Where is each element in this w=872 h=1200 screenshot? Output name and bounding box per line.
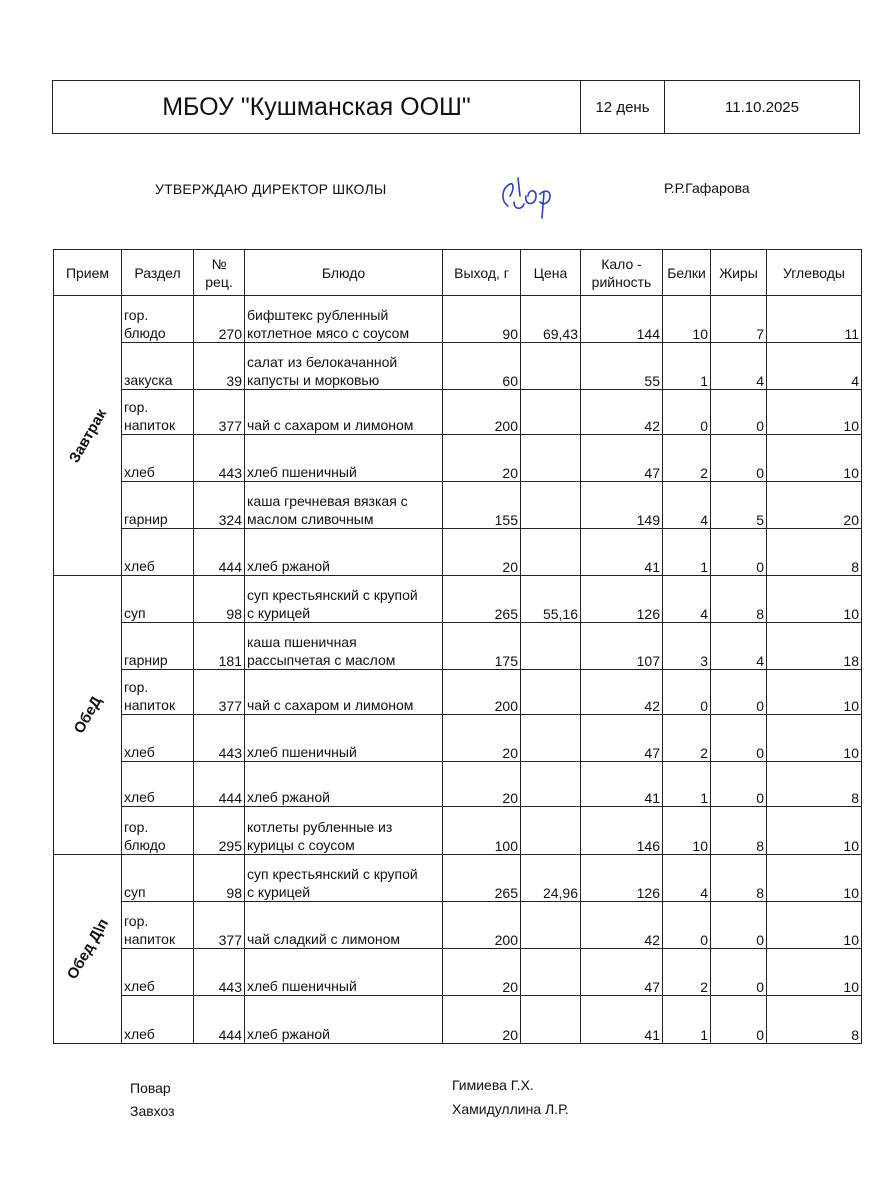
- section-cell: суп: [122, 576, 194, 623]
- output-cell: 100: [443, 807, 521, 855]
- col-carbs: Углеводы: [767, 250, 862, 296]
- calories-cell: 126: [581, 576, 663, 623]
- protein-cell: 2: [663, 435, 711, 482]
- price-cell: [521, 343, 581, 390]
- output-cell: 20: [443, 762, 521, 807]
- section-cell: гор. блюдо: [122, 296, 194, 343]
- calories-cell: 47: [581, 949, 663, 996]
- output-cell: 20: [443, 996, 521, 1044]
- meal-cell: [54, 296, 122, 576]
- protein-cell: 0: [663, 390, 711, 435]
- col-protein: Белки: [663, 250, 711, 296]
- recipe-cell: 443: [194, 949, 245, 996]
- price-cell: [521, 390, 581, 435]
- col-price: Цена: [521, 250, 581, 296]
- carbs-cell: 10: [767, 715, 862, 762]
- dish-cell: чай сладкий с лимоном: [245, 902, 443, 949]
- calories-cell: 126: [581, 855, 663, 902]
- recipe-cell: 324: [194, 482, 245, 529]
- table-row: [54, 482, 862, 529]
- carbs-cell: 11: [767, 296, 862, 343]
- dish-cell: суп крестьянский с крупой с курицей: [245, 855, 443, 902]
- section-cell: хлеб: [122, 996, 194, 1044]
- fat-cell: 0: [711, 902, 767, 949]
- carbs-cell: 8: [767, 529, 862, 576]
- supply-name: Хамидуллина Л.Р.: [452, 1101, 569, 1117]
- recipe-cell: 98: [194, 855, 245, 902]
- menu-table: [53, 249, 862, 1044]
- carbs-cell: 10: [767, 807, 862, 855]
- recipe-cell: 98: [194, 576, 245, 623]
- col-fat: Жиры: [711, 250, 767, 296]
- day-number: 12 день: [581, 81, 665, 133]
- calories-cell: 55: [581, 343, 663, 390]
- carbs-cell: 8: [767, 996, 862, 1044]
- dish-cell: салат из белокачанной капусты и морковью: [245, 343, 443, 390]
- price-cell: 24,96: [521, 855, 581, 902]
- table-row: [54, 807, 862, 855]
- carbs-cell: 8: [767, 762, 862, 807]
- cook-label: Повар: [130, 1080, 171, 1096]
- recipe-cell: 443: [194, 715, 245, 762]
- section-cell: хлеб: [122, 715, 194, 762]
- calories-cell: 149: [581, 482, 663, 529]
- table-row: [54, 902, 862, 949]
- price-cell: [521, 623, 581, 670]
- recipe-cell: 270: [194, 296, 245, 343]
- table-row: [54, 435, 862, 482]
- section-cell: хлеб: [122, 435, 194, 482]
- protein-cell: 3: [663, 623, 711, 670]
- fat-cell: 0: [711, 762, 767, 807]
- output-cell: 20: [443, 949, 521, 996]
- recipe-cell: 444: [194, 996, 245, 1044]
- price-cell: [521, 762, 581, 807]
- dish-cell: хлеб ржаной: [245, 996, 443, 1044]
- meal-name: Обед Д\п: [63, 915, 112, 983]
- protein-cell: 2: [663, 715, 711, 762]
- calories-cell: 107: [581, 623, 663, 670]
- protein-cell: 1: [663, 762, 711, 807]
- dish-cell: каша пшеничная рассыпчетая с маслом: [245, 623, 443, 670]
- calories-cell: 41: [581, 529, 663, 576]
- section-cell: гор. напиток: [122, 670, 194, 715]
- table-row: [54, 670, 862, 715]
- approval-text: УТВЕРЖДАЮ ДИРЕКТОР ШКОЛЫ: [155, 181, 387, 197]
- fat-cell: 0: [711, 949, 767, 996]
- calories-cell: 41: [581, 762, 663, 807]
- fat-cell: 0: [711, 529, 767, 576]
- dish-cell: каша гречневая вязкая с маслом сливочным: [245, 482, 443, 529]
- fat-cell: 4: [711, 623, 767, 670]
- section-cell: хлеб: [122, 949, 194, 996]
- protein-cell: 1: [663, 529, 711, 576]
- output-cell: 200: [443, 390, 521, 435]
- recipe-cell: 377: [194, 390, 245, 435]
- price-cell: [521, 902, 581, 949]
- calories-cell: 42: [581, 670, 663, 715]
- meal-cell: [54, 855, 122, 1044]
- table-row: [54, 762, 862, 807]
- fat-cell: 4: [711, 343, 767, 390]
- protein-cell: 1: [663, 343, 711, 390]
- table-row: [54, 623, 862, 670]
- recipe-cell: 377: [194, 670, 245, 715]
- fat-cell: 0: [711, 996, 767, 1044]
- calories-cell: 144: [581, 296, 663, 343]
- dish-cell: хлеб ржаной: [245, 762, 443, 807]
- carbs-cell: 4: [767, 343, 862, 390]
- recipe-cell: 181: [194, 623, 245, 670]
- table-row: [54, 715, 862, 762]
- recipe-cell: 39: [194, 343, 245, 390]
- price-cell: 69,43: [521, 296, 581, 343]
- menu-body: [54, 296, 862, 1044]
- col-recipe: № рец.: [194, 250, 245, 296]
- header-box: [52, 80, 860, 134]
- carbs-cell: 10: [767, 670, 862, 715]
- price-cell: [521, 670, 581, 715]
- carbs-cell: 10: [767, 949, 862, 996]
- section-cell: гор. напиток: [122, 902, 194, 949]
- output-cell: 200: [443, 902, 521, 949]
- calories-cell: 42: [581, 390, 663, 435]
- dish-cell: суп крестьянский с крупой с курицей: [245, 576, 443, 623]
- output-cell: 60: [443, 343, 521, 390]
- output-cell: 155: [443, 482, 521, 529]
- col-dish: Блюдо: [245, 250, 443, 296]
- section-cell: закуска: [122, 343, 194, 390]
- supply-label: Завхоз: [130, 1103, 175, 1119]
- output-cell: 265: [443, 855, 521, 902]
- protein-cell: 4: [663, 855, 711, 902]
- section-cell: хлеб: [122, 762, 194, 807]
- school-name: МБОУ "Кушманская ООШ": [53, 81, 581, 133]
- output-cell: 90: [443, 296, 521, 343]
- table-row: [54, 296, 862, 343]
- price-cell: [521, 715, 581, 762]
- output-cell: 20: [443, 715, 521, 762]
- dish-cell: котлеты рубленные из курицы с соусом: [245, 807, 443, 855]
- price-cell: [521, 949, 581, 996]
- fat-cell: 8: [711, 576, 767, 623]
- protein-cell: 2: [663, 949, 711, 996]
- fat-cell: 0: [711, 670, 767, 715]
- price-cell: [521, 996, 581, 1044]
- output-cell: 20: [443, 435, 521, 482]
- col-calories: Кало - рийность: [581, 250, 663, 296]
- director-name: Р.Р.Гафарова: [664, 180, 750, 196]
- protein-cell: 4: [663, 576, 711, 623]
- fat-cell: 7: [711, 296, 767, 343]
- carbs-cell: 20: [767, 482, 862, 529]
- cook-name: Гимиева Г.Х.: [452, 1077, 534, 1093]
- dish-cell: хлеб пшеничный: [245, 715, 443, 762]
- fat-cell: 0: [711, 715, 767, 762]
- section-cell: гарнир: [122, 482, 194, 529]
- recipe-cell: 443: [194, 435, 245, 482]
- output-cell: 200: [443, 670, 521, 715]
- meal-name: ОбеД: [70, 693, 105, 737]
- meal-cell: [54, 576, 122, 855]
- director-signature: [494, 166, 574, 222]
- table-row: [54, 390, 862, 435]
- dish-cell: бифштекс рубленный котлетное мясо с соусом: [245, 296, 443, 343]
- price-cell: [521, 807, 581, 855]
- carbs-cell: 10: [767, 576, 862, 623]
- protein-cell: 10: [663, 807, 711, 855]
- section-cell: суп: [122, 855, 194, 902]
- section-cell: гарнир: [122, 623, 194, 670]
- fat-cell: 5: [711, 482, 767, 529]
- dish-cell: хлеб ржаной: [245, 529, 443, 576]
- output-cell: 175: [443, 623, 521, 670]
- carbs-cell: 10: [767, 855, 862, 902]
- price-cell: [521, 435, 581, 482]
- table-header-row: [54, 250, 862, 296]
- table-row: [54, 576, 862, 623]
- section-cell: гор. блюдо: [122, 807, 194, 855]
- table-row: [54, 949, 862, 996]
- carbs-cell: 10: [767, 902, 862, 949]
- dish-cell: чай с сахаром и лимоном: [245, 670, 443, 715]
- fat-cell: 8: [711, 807, 767, 855]
- protein-cell: 4: [663, 482, 711, 529]
- calories-cell: 146: [581, 807, 663, 855]
- fat-cell: 0: [711, 390, 767, 435]
- table-row: [54, 855, 862, 902]
- recipe-cell: 377: [194, 902, 245, 949]
- calories-cell: 47: [581, 715, 663, 762]
- col-output: Выход, г: [443, 250, 521, 296]
- menu-date: 11.10.2025: [725, 98, 799, 116]
- table-row: [54, 996, 862, 1044]
- output-cell: 265: [443, 576, 521, 623]
- section-cell: хлеб: [122, 529, 194, 576]
- price-cell: 55,16: [521, 576, 581, 623]
- recipe-cell: 444: [194, 529, 245, 576]
- carbs-cell: 18: [767, 623, 862, 670]
- output-cell: 20: [443, 529, 521, 576]
- dish-cell: хлеб пшеничный: [245, 949, 443, 996]
- protein-cell: 0: [663, 902, 711, 949]
- table-row: [54, 529, 862, 576]
- protein-cell: 10: [663, 296, 711, 343]
- recipe-cell: 295: [194, 807, 245, 855]
- carbs-cell: 10: [767, 390, 862, 435]
- fat-cell: 8: [711, 855, 767, 902]
- dish-cell: чай с сахаром и лимоном: [245, 390, 443, 435]
- calories-cell: 41: [581, 996, 663, 1044]
- recipe-cell: 444: [194, 762, 245, 807]
- protein-cell: 1: [663, 996, 711, 1044]
- price-cell: [521, 482, 581, 529]
- calories-cell: 47: [581, 435, 663, 482]
- meal-name: Завтрак: [65, 405, 110, 466]
- calories-cell: 42: [581, 902, 663, 949]
- protein-cell: 0: [663, 670, 711, 715]
- col-meal: Прием: [54, 250, 122, 296]
- price-cell: [521, 529, 581, 576]
- section-cell: гор. напиток: [122, 390, 194, 435]
- table-row: [54, 343, 862, 390]
- carbs-cell: 10: [767, 435, 862, 482]
- dish-cell: хлеб пшеничный: [245, 435, 443, 482]
- col-section: Раздел: [122, 250, 194, 296]
- fat-cell: 0: [711, 435, 767, 482]
